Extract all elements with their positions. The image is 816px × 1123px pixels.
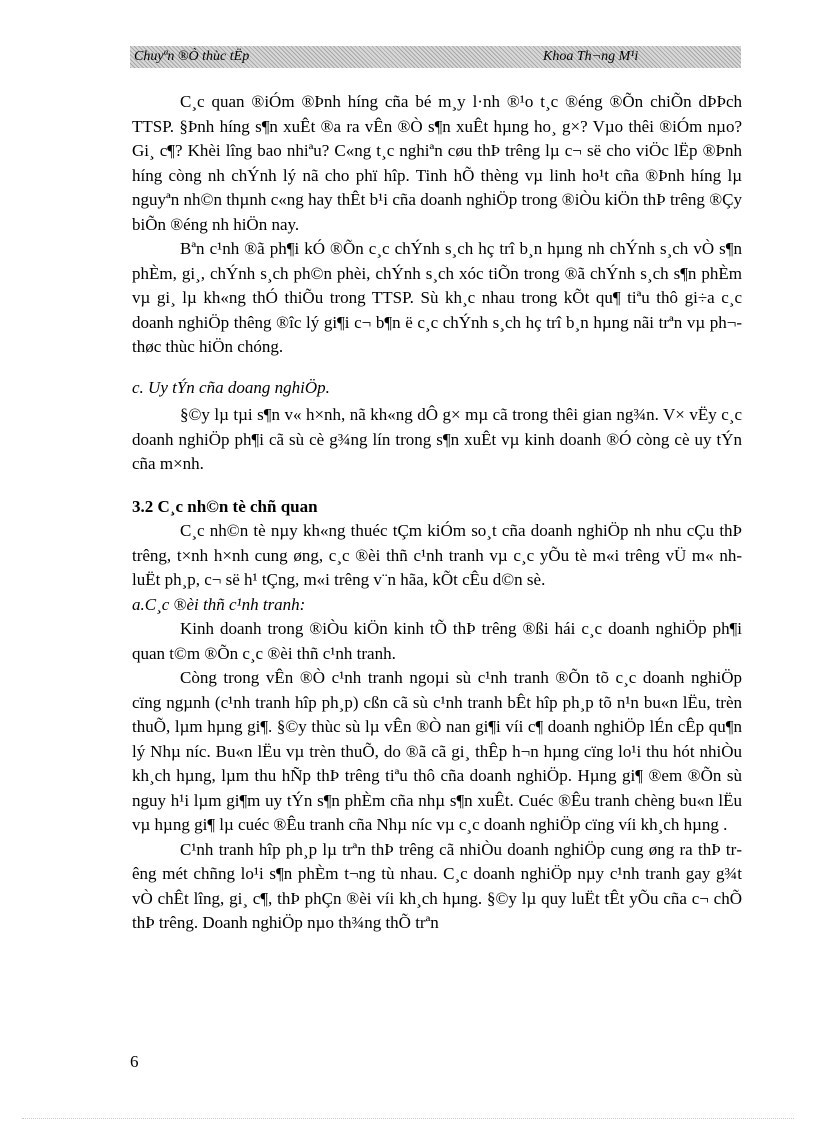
body-paragraph: Bªn c¹nh ®ã ph¶i kÓ ®Õn c¸c chÝnh s¸ch hç trî b¸n hµng nh chÝnh s¸ch vÒ s¶n phÈm, gi¸, chÝnh s¸ch ph©n phèi, chÝnh s¸ch xóc tiÕn trong ®ã chÝnh s¸ch s¶n phÈm vµ gi¸ lµ kh«ng thÓ thiÕu trong TTSP. Sù kh¸c nhau trong kÕt qu¶ tiªu thô gi÷a c¸c doanh nghiÖp thêng ®îc lý gi¶i c¬ b¶n ë c¸c chÝnh s¸ch hç trî b¸n hµng nãi trªn vµ ph¬ thøc thùc hiÖn chóng. bbox=[132, 239, 742, 356]
body-paragraph: C¸c nh©n tè nµy kh«ng thuéc tÇm kiÓm so¸t cña doanh nghiÖp nh nhu cÇu thÞ trêng, t×nh h×nh cung øng, c¸c ®èi thñ c¹nh tranh vµ c¸c yÕu tè m«i trêng vÜ m« nh luËt ph¸p, c¬ së h¹ tÇng, m«i trêng v¨n hãa, kÕt cÊu d©n sè. bbox=[132, 521, 742, 589]
page-body bbox=[132, 90, 742, 936]
section-heading-3-2: 3.2 C¸c nh©n tè chñ quan bbox=[132, 496, 318, 516]
subsection-heading-a: a.C¸c ®èi thñ c¹nh tranh: bbox=[132, 594, 306, 614]
body-paragraph: Kinh doanh trong ®iÒu kiÖn kinh tÕ thÞ trêng ®ßi hái c¸c doanh nghiÖp ph¶i quan t©m ®Õn c¸c ®èi thñ c¹nh tranh. bbox=[132, 619, 742, 663]
page-number: 6 bbox=[130, 1052, 139, 1071]
body-paragraph: §©y lµ tµi s¶n v« h×nh, nã kh«ng dÔ g× mµ cã trong thêi gian ng¾n. V× vËy c¸c doanh nghiÖp ph¶i cã sù cè g¾ng lín trong s¶n xuÊt vµ kinh doanh ®Ó còng cè uy tÝn cña m×nh. bbox=[132, 405, 742, 473]
header-faculty: Khoa Th¬ng M¹i bbox=[543, 49, 639, 64]
body-paragraph: C¹nh tranh hîp ph¸p lµ trªn thÞ trêng cã nhiÒu doanh nghiÖp cung øng ra thÞ trêng mét chñng lo¹i s¶n phÈm t¬ng tù nhau. C¸c doanh nghiÖp nµy c¹nh tranh gay g¾t vÒ chÊt lîng, gi¸ c¶, thÞ phÇn ®èi víi kh¸ch hµng. §©y lµ quy luËt tÊt yÕu cña c¬ chÕ thÞ trêng. Doanh nghiÖp nµo th¾ng thÕ trªn bbox=[132, 839, 742, 932]
page-header bbox=[130, 46, 741, 68]
body-paragraph: Còng trong vÊn ®Ò c¹nh tranh ngoµi sù c¹nh tranh ®Õn tõ c¸c doanh nghiÖp cïng ngµnh (c¹nh tranh hîp ph¸p) cßn cã sù c¹nh tranh bÊt hîp ph¸p tõ n¹n bu«n lËu, trèn thuÕ, lµm hµng gi¶. §©y thùc sù lµ vÊn ®Ò nan gi¶i víi c¶ doanh nghiÖp lÉn cÊp qu¶n lý Nhµ níc. Bu«n lËu vµ trèn thuÕ, do ®ã cã gi¸ thÊp h¬n hµng cïng lo¹i thu hót nhiÒu kh¸ch hµng, lµm thu hÑp thÞ trêng tiªu thô cña doanh nghiÖp. Hµng gi¶ ®em ®Õn sù nguy h¹i lµm gi¶m uy tÝn s¶n phÈm cña nhµ s¶n xuÊt. Cuéc ®Êu tranh chèng bu«n lËu vµ hµng gi¶ lµ cuéc ®Êu tranh cña Nhµ níc vµ c¸c doanh nghiÖp cïng víi kh¸ch hµng . bbox=[132, 668, 742, 834]
body-paragraph: C¸c quan ®iÓm ®Þnh híng cña bé m¸y l·nh ®¹o t¸c ®éng ®Õn chiÕn dÞÞch TTSP. §Þnh híng s¶n xuÊt ®a ra vÊn ®Ò s¶n xuÊt hµng ho¸ g×? Vµo thêi ®iÓm nµo? Gi¸ c¶? Khèi lîng bao nhiªu? C«ng t¸c nghiªn cøu thÞ trêng lµ c¬ së cho viÖc lËp ®Þnh híng còng nh chÝnh lý nã cho phï hîp. Tinh hÕ thèng vµ linh ho¹t cña ®Þnh híng lµ nguyªn nh©n thµnh c«ng hay thÊt b¹i cña doanh nghiÖp trong ®iÒu kiÖn thÞ trêng ®Çy biÕn ®éng nh hiÖn nay. bbox=[132, 92, 742, 234]
section-heading-c: c. Uy tÝn cña doang nghiÖp. bbox=[132, 377, 330, 397]
header-document-title: Chuyªn ®Ò thùc tËp bbox=[134, 49, 250, 64]
page-bottom-divider bbox=[22, 1118, 794, 1119]
